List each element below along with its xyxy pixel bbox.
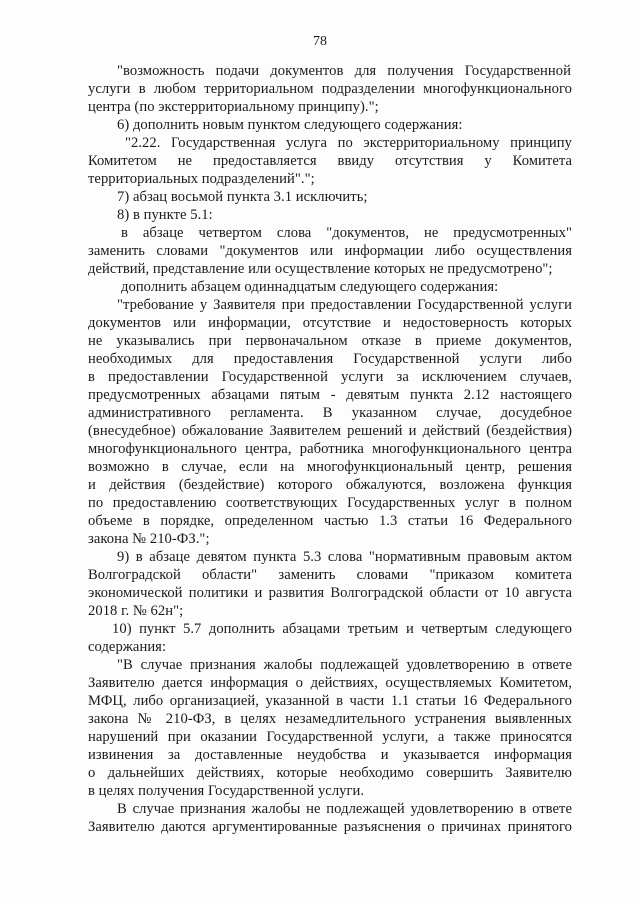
text-line: предусмотренных абзацами пятым - девятым пункта 2.12 настоящего bbox=[88, 387, 572, 403]
text-line: не указывались при первоначальном отказе в приеме документов, bbox=[88, 333, 572, 349]
text-line: Волгоградской области" заменить словами "приказом комитета bbox=[88, 567, 572, 583]
text-line: в целях получения Государственной услуги. bbox=[88, 783, 365, 799]
text-line: действий, представление или осуществление которых не предусмотрено"; bbox=[88, 261, 553, 277]
text-line: многофункционального центра, работника многофункционального центра bbox=[88, 441, 572, 457]
text-line: о дальнейших действиях, которые необходимо совершить Заявителю bbox=[88, 765, 572, 781]
text-line: 6) дополнить новым пунктом следующего содержания: bbox=[117, 117, 463, 133]
text-line: центра (по экстерриториальному принципу)."; bbox=[88, 99, 379, 115]
text-line: необходимых для предоставления Государственной услуги либо bbox=[88, 351, 572, 367]
text-line: услуги в любом территориальном подразделении многофункционального bbox=[88, 81, 572, 97]
text-line: 8) в пункте 5.1: bbox=[117, 207, 213, 223]
text-line: 2018 г. № 62н"; bbox=[88, 603, 184, 619]
text-line: Заявителю дается информация о действиях, осуществляемых Комитетом, bbox=[88, 675, 572, 691]
text-line: нарушений при оказании Государственной услуги, а также приносятся bbox=[88, 729, 572, 745]
text-line: по предоставлению соответствующих Государственных услуг в полном bbox=[88, 495, 572, 511]
text-line: (внесудебное) обжалование Заявителем решений и действий (бездействия) bbox=[88, 423, 572, 439]
text-line: в предоставлении Государственной услуги за исключением случаев, bbox=[88, 369, 572, 385]
text-line: закона № 210-ФЗ, в целях незамедлительного устранения выявленных bbox=[88, 711, 572, 727]
text-line: 7) абзац восьмой пункта 3.1 исключить; bbox=[117, 189, 368, 205]
text-line: в абзаце четвертом слова "документов, не предусмотренных" bbox=[121, 225, 572, 241]
page-number: 78 bbox=[313, 34, 327, 49]
text-line: дополнить абзацем одиннадцатым следующего содержания: bbox=[121, 279, 499, 295]
text-line: и действия (бездействие) которого обжалуются, возложена функция bbox=[88, 477, 572, 493]
text-line: документов или информации, отсутствие и недостоверность которых bbox=[88, 315, 572, 331]
text-line: 10) пункт 5.7 дополнить абзацами третьим и четвертым следующего bbox=[112, 621, 572, 637]
text-line: "требование у Заявителя при предоставлении Государственной услуги bbox=[117, 297, 572, 313]
text-line: закона № 210-ФЗ."; bbox=[88, 531, 210, 547]
text-line: "возможность подачи документов для получения Государственной bbox=[117, 63, 571, 79]
text-line: Заявителю даются аргументированные разъяснения о причинах принятого bbox=[88, 819, 572, 835]
text-line: 9) в абзаце девятом пункта 5.3 слова "нормативным правовым актом bbox=[117, 549, 572, 565]
text-line: МФЦ, либо организацией, указанной в части 1.1 статьи 16 Федерального bbox=[88, 693, 572, 709]
text-line: административного регламента. В указанном случае, досудебное bbox=[88, 405, 572, 421]
text-line: заменить словами "документов или информации либо осуществления bbox=[88, 243, 572, 259]
text-line: экономической политики и развития Волгоградской области от 10 августа bbox=[88, 585, 572, 601]
text-line: объеме в порядке, определенном частью 1.3 статьи 16 Федерального bbox=[88, 513, 572, 529]
text-line: "2.22. Государственная услуга по экстерриториальному принципу bbox=[125, 135, 572, 151]
text-line: территориальных подразделений"."; bbox=[88, 171, 315, 187]
text-line: "В случае признания жалобы подлежащей удовлетворению в ответе bbox=[117, 657, 572, 673]
text-line: содержания: bbox=[88, 639, 167, 655]
text-line: возможно в случае, если на многофункциональный центр, решения bbox=[88, 459, 572, 475]
text-line: В случае признания жалобы не подлежащей удовлетворению в ответе bbox=[117, 801, 572, 817]
text-line: Комитетом не предоставляется ввиду отсутствия у Комитета bbox=[88, 153, 572, 169]
text-line: извинения за доставленные неудобства и указывается информация bbox=[88, 747, 572, 763]
